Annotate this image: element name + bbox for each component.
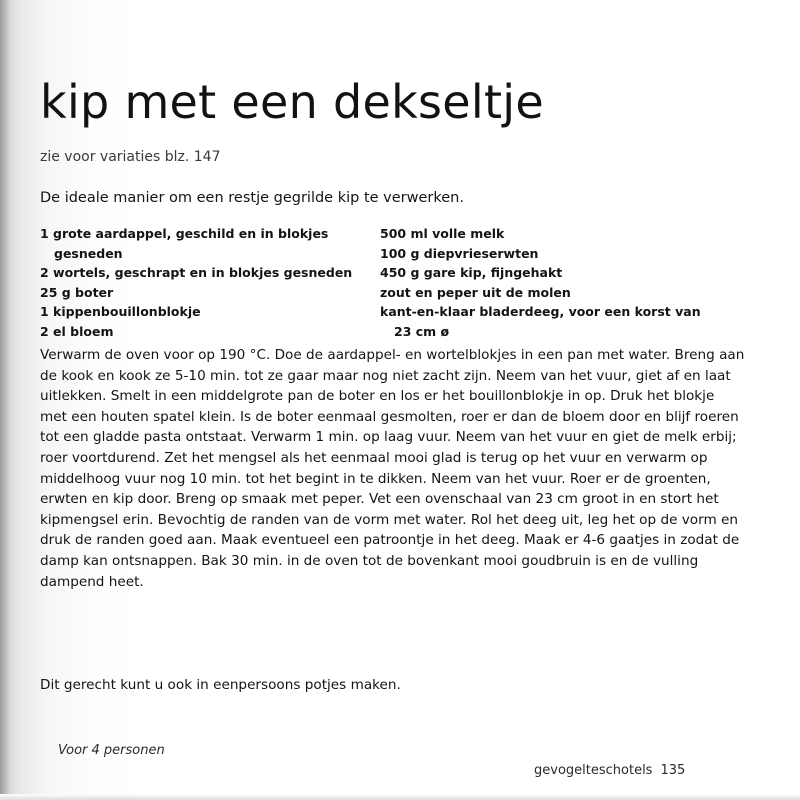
page-footer: [534, 762, 685, 780]
page-binding-shadow: [0, 0, 10, 800]
ingredient-item: kant-en-klaar bladerdeeg, voor een korst van 23 cm ø: [380, 304, 701, 339]
method-paragraph: Verwarm de oven voor op 190 °C. Doe de aardappel- en wortelblokjes in een pan met water. Breng aan de kook en kook ze 5-10 min. tot ze gaar maar nog niet zacht zijn. Neem van het vuur, giet af en laat uitlekken. Smelt in een middelgrote pan de boter en los er het bouillonblokje in op. Druk het blokje met een houten spatel klein. Is de boter eenmaal gesmolten, roer er dan de bloem door en blijf roeren tot een gladde pasta ontstaat. Verwarm 1 min. op laag vuur. Neem van het vuur en giet de melk erbij; roer voortdurend. Zet het mengsel als het eenmaal mooi glad is terug op het vuur en verwarm op middelhoog vuur nog 10 min. tot het begint in te dikken. Neem van het vuur. Roer er de groenten, erwten en kip door. Breng op smaak met peper. Vet een ovenschaal van 23 cm groot in en stort het kipmengsel erin. Bevochtig de randen van de vorm met water. Rol het deeg uit, leg het op de vorm en druk de randen goed aan. Maak eventueel een patroontje in het deeg. Maak er 4-6 gaatjes in zodat de damp kan ontsnappen. Bak 30 min. in de oven tot de bovenkant mooi goudbruin is en de vulling dampend heet.: [40, 347, 745, 590]
ingredient-item: 100 g diepvrieserwten: [380, 245, 539, 261]
variations-reference: zie voor variaties blz. 147: [40, 149, 221, 165]
ingredient-item: 2 wortels, geschrapt en in blokjes gesneden: [40, 265, 353, 280]
ingredient-item: 450 g gare kip, fijngehakt: [380, 265, 563, 280]
page-bottom-edge: [0, 794, 800, 800]
ingredient-item: 1 grote aardappel, geschild en in blokjes gesneden: [40, 226, 329, 261]
servings: Voor 4 personen: [58, 743, 165, 758]
ingredients-list-left: [40, 224, 360, 341]
ingredient-item: 500 ml volle melk: [380, 226, 505, 241]
ingredient-item: 1 kippenbouillonblokje: [40, 304, 201, 319]
recipe-intro: De ideale manier om een restje gegrilde kip te verwerken.: [40, 190, 464, 206]
ingredient-item: 2 el bloem: [40, 323, 114, 339]
section-name: gevogelteschotels: [534, 763, 653, 778]
recipe-title: kip met een dekseltje: [40, 75, 544, 129]
recipe-note: Dit gerecht kunt u ook in eenpersoons potjes maken.: [40, 677, 401, 693]
ingredient-item: zout en peper uit de molen: [380, 284, 571, 300]
ingredient-item: 25 g boter: [40, 284, 114, 300]
ingredients-list-right: [380, 224, 710, 341]
page-number: 135: [660, 763, 686, 778]
